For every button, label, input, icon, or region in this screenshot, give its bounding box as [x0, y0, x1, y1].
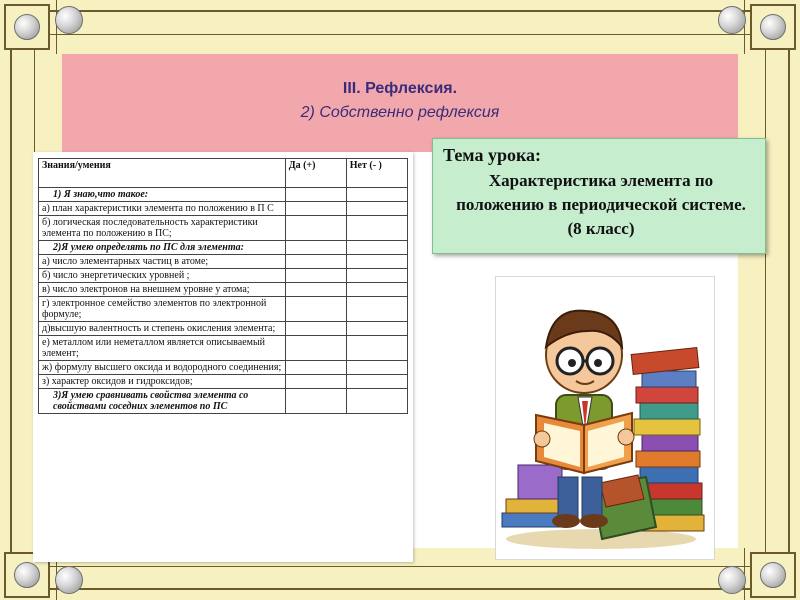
yes-cell [285, 269, 346, 283]
table-row [39, 336, 408, 361]
skill-cell: з) характер оксидов и гидроксидов; [39, 375, 286, 389]
table-header-row [39, 159, 408, 188]
boy-with-books-icon [496, 277, 714, 559]
knob-icon [760, 562, 786, 588]
frame-line-right-inner [765, 46, 766, 554]
no-cell [346, 202, 407, 216]
frame-line-bottom-inner [46, 566, 754, 567]
lesson-topic-box [432, 138, 766, 254]
slide-title: III. Рефлексия. [342, 80, 458, 97]
knob-icon [14, 14, 40, 40]
table-row [39, 202, 408, 216]
skill-cell: е) металлом или неметаллом является описываемый элемент; [39, 336, 286, 361]
table-row [39, 255, 408, 269]
no-cell [346, 283, 407, 297]
skill-cell: в) число электронов на внешнем уровне у атома; [39, 283, 286, 297]
skill-cell: д)высшую валентность и степень окисления элемента; [39, 322, 286, 336]
knob-icon [55, 566, 83, 594]
yes-cell [285, 202, 346, 216]
frame-line-top [46, 10, 754, 12]
skill-cell: а) число элементарных частиц в атоме; [39, 255, 286, 269]
table-row [39, 241, 408, 255]
no-cell [346, 188, 407, 202]
table-row [39, 389, 408, 414]
table-body [39, 188, 408, 414]
no-cell [346, 297, 407, 322]
table-row [39, 322, 408, 336]
skill-cell: а) план характеристики элемента по положению в П С [39, 202, 286, 216]
no-cell [346, 389, 407, 414]
no-cell [346, 322, 407, 336]
reflection-table [38, 158, 408, 414]
table-row [39, 283, 408, 297]
table-row [39, 297, 408, 322]
knob-icon [718, 6, 746, 34]
frame-line-top-inner [46, 34, 754, 35]
no-cell [346, 241, 407, 255]
frame-line-left [10, 46, 12, 554]
table-row [39, 375, 408, 389]
corner-bottom-right [750, 552, 796, 598]
boy-reading-illustration [495, 276, 715, 560]
skill-cell: б) число энергетических уровней ; [39, 269, 286, 283]
yes-cell [285, 322, 346, 336]
skill-cell: б) логическая последовательность характеристики элемента по положению в ПС; [39, 216, 286, 241]
skill-cell: г) электронное семейство элементов по электронной формуле; [39, 297, 286, 322]
section-heading-cell: 3)Я умею сравнивать свойства элемента со свойствами соседних элементов по ПС [39, 389, 286, 414]
yes-cell [285, 297, 346, 322]
table-row [39, 269, 408, 283]
column-header-skills: Знания/умения [39, 159, 286, 188]
no-cell [346, 375, 407, 389]
yes-cell [285, 188, 346, 202]
questionnaire-sheet [33, 152, 413, 562]
yes-cell [285, 241, 346, 255]
frame-line-vert-b [744, 0, 745, 54]
section-heading-cell: 1) Я знаю,что такое: [39, 188, 286, 202]
corner-top-left [4, 4, 50, 50]
lesson-topic-text: Характеристика элемента по положению в периодической системе.(8 класс) [456, 171, 746, 238]
yes-cell [285, 283, 346, 297]
yes-cell [285, 216, 346, 241]
skill-cell: ж) формулу высшего оксида и водородного соединения; [39, 361, 286, 375]
no-cell [346, 216, 407, 241]
knob-icon [14, 562, 40, 588]
table-row [39, 216, 408, 241]
lesson-topic-label: Тема урока: [443, 145, 542, 165]
column-header-no: Нет (- ) [346, 159, 407, 188]
no-cell [346, 361, 407, 375]
knob-icon [718, 566, 746, 594]
table-row [39, 188, 408, 202]
frame-line-right [788, 46, 790, 554]
yes-cell [285, 361, 346, 375]
knob-icon [55, 6, 83, 34]
corner-top-right [750, 4, 796, 50]
no-cell [346, 255, 407, 269]
yes-cell [285, 255, 346, 269]
frame-line-bottom [46, 588, 754, 590]
no-cell [346, 336, 407, 361]
knob-icon [760, 14, 786, 40]
yes-cell [285, 375, 346, 389]
column-header-yes: Да (+) [285, 159, 346, 188]
section-heading-cell: 2)Я умею определять по ПС для элемента: [39, 241, 286, 255]
yes-cell [285, 389, 346, 414]
no-cell [346, 269, 407, 283]
table-row [39, 361, 408, 375]
slide-subtitle: 2) Собственно рефлексия [300, 104, 500, 121]
yes-cell [285, 336, 346, 361]
